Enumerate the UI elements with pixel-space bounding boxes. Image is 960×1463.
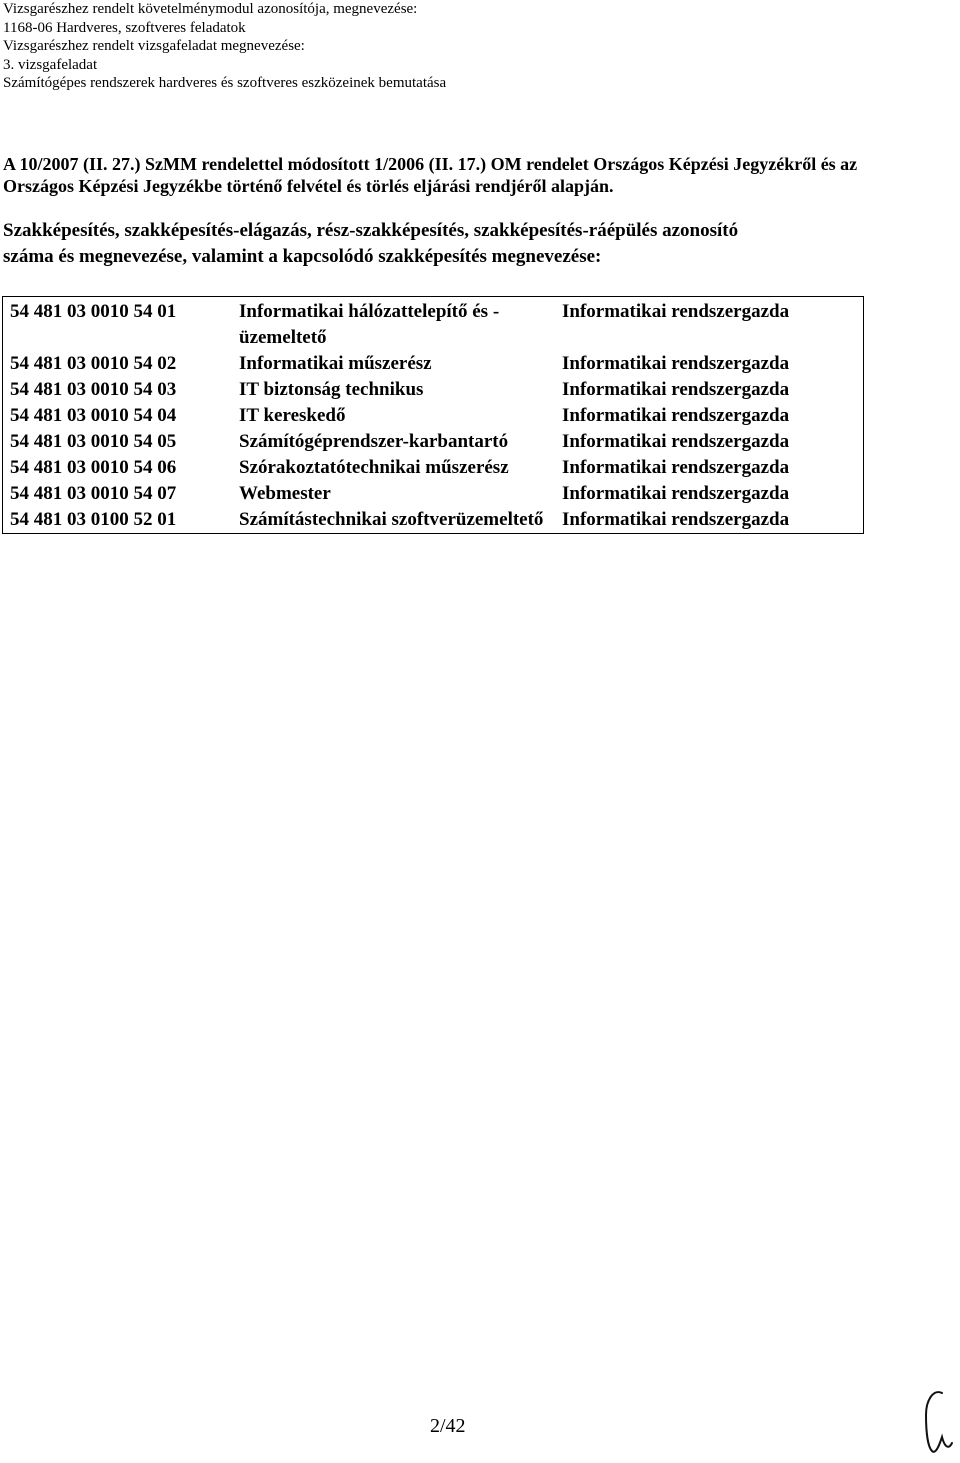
parent-qualification: Informatikai rendszergazda: [562, 405, 790, 426]
table-row: [3, 455, 864, 481]
qualification-code: 54 481 03 0010 54 07: [10, 483, 177, 504]
parent-qualification: Informatikai rendszergazda: [562, 509, 790, 530]
parent-qualification: Informatikai rendszergazda: [562, 301, 790, 322]
intro-line: Szakképesítés, szakképesítés-elágazás, rész-szakképesítés, szakképesítés-ráépülés azonosító: [3, 220, 739, 241]
qualification-name: Szórakoztatótechnikai műszerész: [239, 457, 509, 478]
qualification-name: Informatikai műszerész: [239, 353, 432, 374]
qualification-code: 54 481 03 0010 54 03: [10, 379, 177, 400]
qualification-code: 54 481 03 0010 54 01: [10, 301, 177, 322]
table-row: [3, 297, 864, 352]
parent-qualification: Informatikai rendszergazda: [562, 431, 790, 452]
qualification-intro: [3, 218, 953, 270]
qualification-code: 54 481 03 0100 52 01: [10, 509, 177, 530]
table-row: [3, 429, 864, 455]
table-row: [3, 403, 864, 429]
qualification-name: Informatikai hálózattelepítő és - üzemeltető: [239, 301, 500, 348]
intro-line: száma és megnevezése, valamint a kapcsolódó szakképesítés megnevezése:: [3, 246, 602, 267]
table-row: [3, 481, 864, 507]
qualification-name: Számítógéprendszer-karbantartó: [239, 431, 509, 452]
legal-basis-line: Országos Képzési Jegyzékbe történő felvétel és törlés eljárási rendjéről alapján.: [3, 176, 614, 196]
qualification-code: 54 481 03 0010 54 02: [10, 353, 177, 374]
header-line: 1168-06 Hardveres, szoftveres feladatok: [3, 19, 246, 36]
qualification-code: 54 481 03 0010 54 06: [10, 457, 177, 478]
table-row: [3, 351, 864, 377]
qualification-name: Webmester: [239, 483, 331, 504]
header-line: Számítógépes rendszerek hardveres és szoftveres eszközeinek bemutatása: [3, 75, 447, 91]
qualification-name: Számítástechnikai szoftverüzemeltető: [239, 509, 544, 530]
header-line: 3. vizsgafeladat: [3, 56, 98, 73]
header-line: Vizsgarészhez rendelt követelménymodul azonosítója, megnevezése:: [3, 1, 418, 17]
page-number: 2/42: [430, 1415, 466, 1437]
document-header: [3, 0, 446, 93]
parent-qualification: Informatikai rendszergazda: [562, 483, 790, 504]
qualification-name: IT biztonság technikus: [239, 379, 424, 400]
qualification-code: 54 481 03 0010 54 04: [10, 405, 177, 426]
parent-qualification: Informatikai rendszergazda: [562, 353, 790, 374]
handwritten-signature: [918, 1385, 954, 1460]
header-line: Vizsgarészhez rendelt vizsgafeladat megnevezése:: [3, 38, 305, 54]
table-row: [3, 377, 864, 403]
parent-qualification: Informatikai rendszergazda: [562, 379, 790, 400]
qualification-code: 54 481 03 0010 54 05: [10, 431, 177, 452]
table-row: [3, 507, 864, 534]
qualification-name: IT kereskedő: [239, 405, 346, 426]
parent-qualification: Informatikai rendszergazda: [562, 457, 790, 478]
legal-basis: [3, 153, 953, 197]
legal-basis-line: A 10/2007 (II. 27.) SzMM rendelettel módosított 1/2006 (II. 17.) OM rendelet Országos Képzési Jegyzékről és az: [3, 154, 858, 174]
qualification-table: [2, 296, 864, 534]
